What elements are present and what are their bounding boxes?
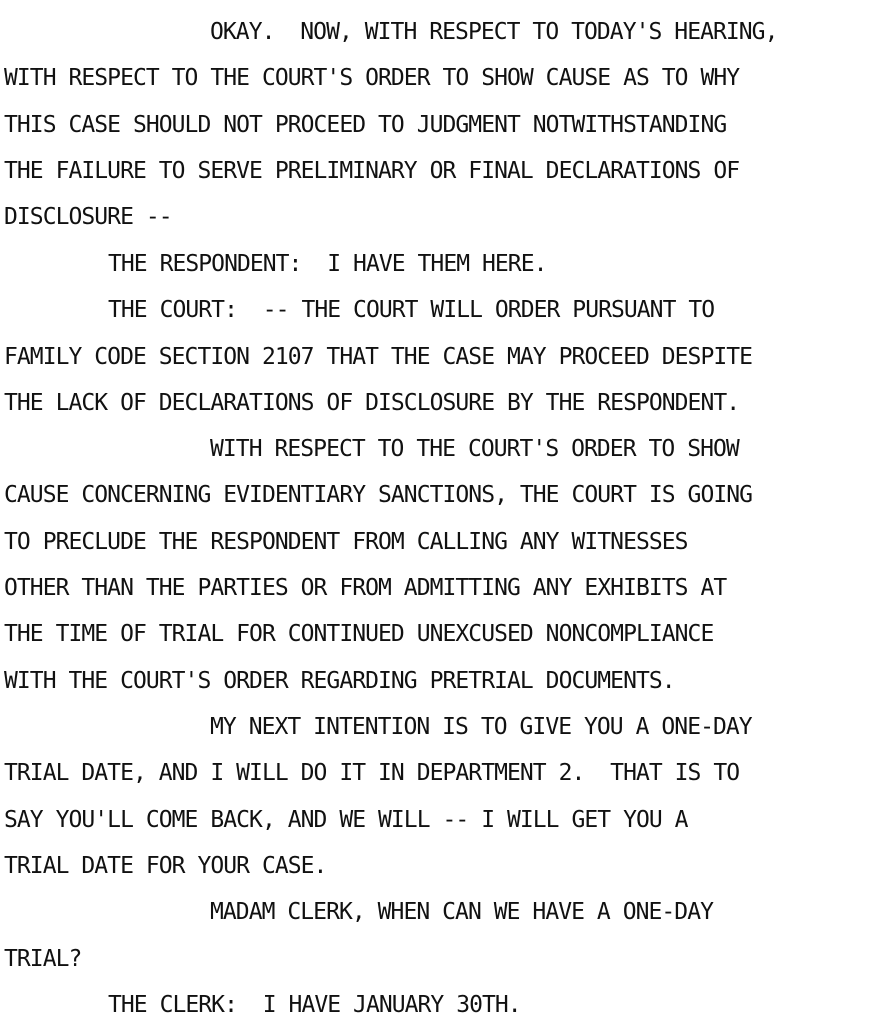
transcript-line-2: WITH RESPECT TO THE COURT'S ORDER TO SHOW CAUSE AS TO WHY	[4, 65, 740, 91]
transcript-line-10: WITH RESPECT TO THE COURT'S ORDER TO SHOW	[210, 436, 739, 462]
transcript-line-19: TRIAL DATE FOR YOUR CASE.	[4, 853, 327, 879]
transcript-line-13: OTHER THAN THE PARTIES OR FROM ADMITTING ANY EXHIBITS AT	[4, 575, 727, 601]
transcript-line-14: THE TIME OF TRIAL FOR CONTINUED UNEXCUSED NONCOMPLIANCE	[4, 621, 714, 647]
transcript-line-17: TRIAL DATE, AND I WILL DO IT IN DEPARTMENT 2. THAT IS TO	[4, 760, 740, 786]
transcript-line-3: THIS CASE SHOULD NOT PROCEED TO JUDGMENT NOTWITHSTANDING	[4, 112, 727, 138]
transcript-line-18: SAY YOU'LL COME BACK, AND WE WILL -- I WILL GET YOU A	[4, 807, 688, 833]
transcript-line-5: DISCLOSURE --	[4, 204, 172, 230]
transcript-line-15: WITH THE COURT'S ORDER REGARDING PRETRIAL DOCUMENTS.	[4, 668, 675, 694]
transcript-line-7: THE COURT: -- THE COURT WILL ORDER PURSUANT TO	[108, 297, 715, 323]
transcript-line-9: THE LACK OF DECLARATIONS OF DISCLOSURE BY THE RESPONDENT.	[4, 390, 740, 416]
transcript-line-1: OKAY. NOW, WITH RESPECT TO TODAY'S HEARING,	[210, 19, 778, 45]
transcript-line-11: CAUSE CONCERNING EVIDENTIARY SANCTIONS, THE COURT IS GOING	[4, 482, 753, 508]
transcript-line-21: TRIAL?	[4, 946, 82, 972]
transcript-line-8: FAMILY CODE SECTION 2107 THAT THE CASE MAY PROCEED DESPITE	[4, 344, 753, 370]
transcript-line-20: MADAM CLERK, WHEN CAN WE HAVE A ONE-DAY	[210, 899, 713, 925]
transcript-line-16: MY NEXT INTENTION IS TO GIVE YOU A ONE-DAY	[210, 714, 752, 740]
transcript-line-12: TO PRECLUDE THE RESPONDENT FROM CALLING ANY WITNESSES	[4, 529, 688, 555]
transcript-line-22: THE CLERK: I HAVE JANUARY 30TH.	[108, 992, 521, 1018]
transcript-line-4: THE FAILURE TO SERVE PRELIMINARY OR FINAL DECLARATIONS OF	[4, 158, 740, 184]
transcript-line-6: THE RESPONDENT: I HAVE THEM HERE.	[108, 251, 547, 277]
